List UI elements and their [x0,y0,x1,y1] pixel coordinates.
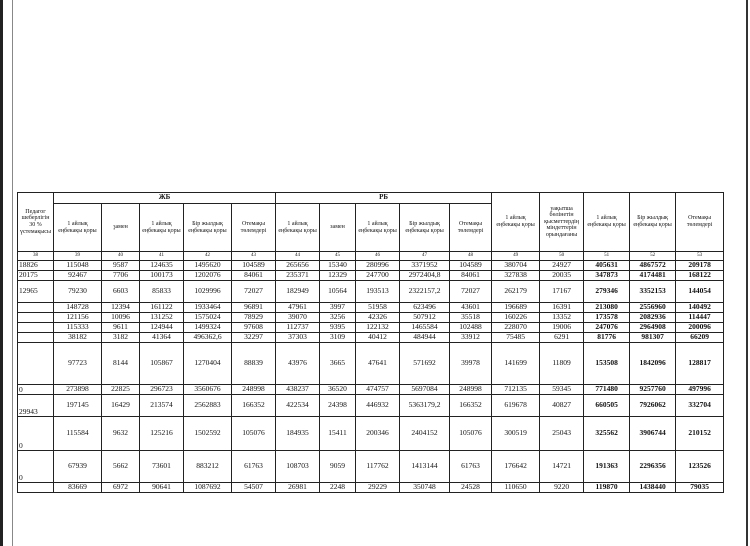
table-cell: 213080 [584,303,630,313]
table-cell: 474757 [356,385,400,395]
table-cell: 41364 [140,333,184,343]
table-cell: 83669 [54,483,102,493]
table-cell: 79230 [54,281,102,303]
table-cell: 124635 [140,261,184,271]
table-cell: 115048 [54,261,102,271]
table-row [18,333,724,343]
header-jb-0: 1 айлық еңбекақы қоры [54,204,102,252]
table-cell: 92467 [54,271,102,281]
column-number-row [18,252,724,261]
scan-edge-inner [12,0,13,546]
colnum: 43 [232,252,276,261]
table-cell: 115584 [54,417,102,451]
table-cell: 5697084 [400,385,450,395]
table-cell: 88839 [232,343,276,385]
table-cell: 17167 [540,281,584,303]
row-cell-teacher-bonus [18,333,54,343]
colnum: 46 [356,252,400,261]
table-cell: 484944 [400,333,450,343]
table-cell: 1499324 [184,323,232,333]
table-cell: 273898 [54,385,102,395]
table-cell: 248998 [232,385,276,395]
header-rb-3: Бір жылдық еңбекақы қоры [400,204,450,252]
table-cell: 13352 [540,313,584,323]
colnum: 45 [320,252,356,261]
table-row [18,417,724,451]
table-cell: 173578 [584,313,630,323]
table-row [18,385,724,395]
header-extra-4: Отемақы төлемдері [676,193,724,252]
table-cell: 5363179,2 [400,395,450,417]
table-cell: 9059 [320,451,356,483]
colnum: 40 [102,252,140,261]
table-cell: 197145 [54,395,102,417]
table-cell: 4867572 [630,261,676,271]
table-cell: 2082936 [630,313,676,323]
table-cell: 39978 [450,343,492,385]
table-row [18,303,724,313]
table-cell: 262179 [492,281,540,303]
table-cell: 47961 [276,303,320,313]
table-cell: 10564 [320,281,356,303]
table-cell: 24398 [320,395,356,417]
table-row [18,261,724,271]
table-cell: 422534 [276,395,320,417]
table-cell: 496362,6 [184,333,232,343]
table-cell: 61763 [450,451,492,483]
table-row [18,395,724,417]
table-cell: 1270404 [184,343,232,385]
header-jb-2: 1 айлық еңбекақы қоры [140,204,184,252]
header-jb-3: Бір жылдық еңбекақы қоры [184,204,232,252]
table-cell: 2248 [320,483,356,493]
table-cell: 571692 [400,343,450,385]
table-cell: 9220 [540,483,584,493]
table-cell: 42326 [356,313,400,323]
table-row [18,343,724,385]
table-cell: 300519 [492,417,540,451]
table-cell: 193513 [356,281,400,303]
table-cell: 8144 [102,343,140,385]
table-cell: 112737 [276,323,320,333]
table-cell: 25043 [540,417,584,451]
header-jb-1: ҙамен [102,204,140,252]
table-cell: 59345 [540,385,584,395]
table-cell: 9257760 [630,385,676,395]
table-cell: 40827 [540,395,584,417]
row-cell-teacher-bonus: 12965 [18,281,54,303]
table-cell: 209178 [676,261,724,271]
table-cell: 67939 [54,451,102,483]
table-cell: 1202076 [184,271,232,281]
colnum: 51 [584,252,630,261]
row-cell-teacher-bonus [18,303,54,313]
table-cell: 36520 [320,385,356,395]
table-cell: 235371 [276,271,320,281]
table-row [18,313,724,323]
table-body [18,261,724,493]
header-rb-0: 1 айлық еңбекақы қоры [276,204,320,252]
table-cell: 153508 [584,343,630,385]
table-cell: 20035 [540,271,584,281]
table-cell: 105867 [140,343,184,385]
table-cell: 332704 [676,395,724,417]
table-cell: 100173 [140,271,184,281]
colnum: 53 [676,252,724,261]
table-cell: 51958 [356,303,400,313]
table-cell: 176642 [492,451,540,483]
table-cell: 213574 [140,395,184,417]
table-cell: 347873 [584,271,630,281]
table-cell: 96891 [232,303,276,313]
table-cell: 182949 [276,281,320,303]
table-cell: 7926062 [630,395,676,417]
table-cell: 43976 [276,343,320,385]
table-cell: 15340 [320,261,356,271]
table-cell: 247700 [356,271,400,281]
table-cell: 2296356 [630,451,676,483]
table-cell: 108703 [276,451,320,483]
table-cell: 124944 [140,323,184,333]
table-cell: 5662 [102,451,140,483]
table-cell: 3182 [102,333,140,343]
table-cell: 1933464 [184,303,232,313]
table-cell: 19006 [540,323,584,333]
colnum: 42 [184,252,232,261]
table-cell: 72027 [232,281,276,303]
table-cell: 4174481 [630,271,676,281]
scan-edge-left [0,0,3,546]
table-cell: 161122 [140,303,184,313]
table-cell: 37303 [276,333,320,343]
table-cell: 883212 [184,451,232,483]
table-cell: 1495620 [184,261,232,271]
table-cell: 3371952 [400,261,450,271]
table-cell: 3665 [320,343,356,385]
colnum: 47 [400,252,450,261]
table-cell: 228070 [492,323,540,333]
table-cell: 105076 [450,417,492,451]
table-cell: 84061 [450,271,492,281]
table-cell: 54507 [232,483,276,493]
table-cell: 131252 [140,313,184,323]
table-cell: 75485 [492,333,540,343]
table-cell: 32297 [232,333,276,343]
table-cell: 104589 [450,261,492,271]
colnum: 41 [140,252,184,261]
table-cell: 26981 [276,483,320,493]
table-cell: 2556960 [630,303,676,313]
header-extra-3: Бір жылдық еңбекақы қоры [630,193,676,252]
table-cell: 105076 [232,417,276,451]
table-cell: 1087692 [184,483,232,493]
table-cell: 497996 [676,385,724,395]
table-cell: 115333 [54,323,102,333]
table-cell: 279346 [584,281,630,303]
table-cell: 33912 [450,333,492,343]
table-cell: 29229 [356,483,400,493]
table-row [18,483,724,493]
table-cell: 9611 [102,323,140,333]
table-cell: 10096 [102,313,140,323]
table-cell: 43601 [450,303,492,313]
table-cell: 2404152 [400,417,450,451]
table-cell: 121156 [54,313,102,323]
row-cell-teacher-bonus [18,343,54,385]
row-cell-teacher-bonus: 0 [18,417,54,451]
header-col0: Педагог шеберлігін 30 % үстемақысы [18,193,54,252]
header-extra-2: 1 айлық еңбекақы қоры [584,193,630,252]
table-cell: 184935 [276,417,320,451]
table-cell: 1842096 [630,343,676,385]
table-cell: 81776 [584,333,630,343]
table-cell: 265656 [276,261,320,271]
colnum: 50 [540,252,584,261]
table-cell: 210152 [676,417,724,451]
table-cell: 507912 [400,313,450,323]
table-cell: 350748 [400,483,450,493]
row-cell-teacher-bonus: 29943 [18,395,54,417]
table-cell: 446932 [356,395,400,417]
table-cell: 78929 [232,313,276,323]
table-cell: 9632 [102,417,140,451]
table-cell: 619678 [492,395,540,417]
table-cell: 3906744 [630,417,676,451]
table-cell: 102488 [450,323,492,333]
table-cell: 1029996 [184,281,232,303]
table-cell: 168122 [676,271,724,281]
table-cell: 1465584 [400,323,450,333]
table-cell: 2972404,8 [400,271,450,281]
table-cell: 24528 [450,483,492,493]
table-cell: 6603 [102,281,140,303]
table-cell: 712135 [492,385,540,395]
table-cell: 405631 [584,261,630,271]
table-row [18,451,724,483]
table-cell: 14721 [540,451,584,483]
row-cell-teacher-bonus: 20175 [18,271,54,281]
colnum: 39 [54,252,102,261]
table-cell: 166352 [232,395,276,417]
table-cell: 6972 [102,483,140,493]
table-cell: 104589 [232,261,276,271]
table-cell: 114447 [676,313,724,323]
header-rb-2: 1 айлық еңбекақы қоры [356,204,400,252]
table-cell: 1575024 [184,313,232,323]
table-cell: 9395 [320,323,356,333]
table-cell: 981307 [630,333,676,343]
table-row [18,281,724,303]
table-cell: 39070 [276,313,320,323]
colnum: 48 [450,252,492,261]
table-cell: 7706 [102,271,140,281]
colnum: 52 [630,252,676,261]
table-cell: 2964908 [630,323,676,333]
table-cell: 3109 [320,333,356,343]
table-cell: 660505 [584,395,630,417]
table-cell: 1502592 [184,417,232,451]
table-cell: 623496 [400,303,450,313]
table-cell: 66209 [676,333,724,343]
row-cell-teacher-bonus [18,323,54,333]
table-cell: 97723 [54,343,102,385]
colnum: 49 [492,252,540,261]
table-cell: 24927 [540,261,584,271]
table-cell: 1413144 [400,451,450,483]
table-cell: 40412 [356,333,400,343]
table-cell: 38182 [54,333,102,343]
table-cell: 3352153 [630,281,676,303]
header-rb-4: Отемақы төлемдері [450,204,492,252]
table-cell: 438237 [276,385,320,395]
scan-edge-right [746,0,748,546]
group-jb: ЖБ [54,193,276,204]
table-cell: 22825 [102,385,140,395]
table-cell: 2322157,2 [400,281,450,303]
table-cell: 117762 [356,451,400,483]
row-cell-teacher-bonus: 0 [18,451,54,483]
header-rb-1: замен [320,204,356,252]
table-cell: 196689 [492,303,540,313]
table-cell: 47641 [356,343,400,385]
table-cell: 160226 [492,313,540,323]
table-cell: 61763 [232,451,276,483]
table-cell: 380704 [492,261,540,271]
header-extra-1: уақытша бөлінетін қысметтердің міндеттерін орындағаны [540,193,584,252]
table-cell: 35518 [450,313,492,323]
table-cell: 144054 [676,281,724,303]
table-cell: 2562883 [184,395,232,417]
table-cell: 128817 [676,343,724,385]
table-cell: 327838 [492,271,540,281]
table-cell: 166352 [450,395,492,417]
table-cell: 140492 [676,303,724,313]
group-rb: РБ [276,193,492,204]
header-jb-4: Отемақы төлемдері [232,204,276,252]
table-cell: 6291 [540,333,584,343]
row-cell-teacher-bonus: 18826 [18,261,54,271]
table-cell: 3560676 [184,385,232,395]
table-cell: 72027 [450,281,492,303]
table-cell: 125216 [140,417,184,451]
header-extra-0: 1 айлық еңбекақы қоры [492,193,540,252]
table-cell: 12329 [320,271,356,281]
table-cell: 73601 [140,451,184,483]
table-row [18,323,724,333]
table-cell: 141699 [492,343,540,385]
table-cell: 248998 [450,385,492,395]
colnum: 38 [18,252,54,261]
table-cell: 325562 [584,417,630,451]
table-row [18,271,724,281]
table-cell: 247076 [584,323,630,333]
table-cell: 1438440 [630,483,676,493]
table-cell: 200096 [676,323,724,333]
budget-table [17,192,724,493]
table-cell: 12394 [102,303,140,313]
table-cell: 3256 [320,313,356,323]
table-cell: 97608 [232,323,276,333]
table-cell: 110650 [492,483,540,493]
table-cell: 85833 [140,281,184,303]
table-cell: 84061 [232,271,276,281]
table-cell: 148728 [54,303,102,313]
table-cell: 16429 [102,395,140,417]
table-cell: 280996 [356,261,400,271]
table-cell: 79035 [676,483,724,493]
table-cell: 16391 [540,303,584,313]
row-cell-teacher-bonus: 0 [18,385,54,395]
table-cell: 90641 [140,483,184,493]
table-cell: 11809 [540,343,584,385]
row-cell-teacher-bonus [18,483,54,493]
table-cell: 3997 [320,303,356,313]
table-cell: 191363 [584,451,630,483]
table-cell: 200346 [356,417,400,451]
colnum: 44 [276,252,320,261]
table-cell: 296723 [140,385,184,395]
table-cell: 9587 [102,261,140,271]
table-cell: 122132 [356,323,400,333]
table-cell: 123526 [676,451,724,483]
row-cell-teacher-bonus [18,313,54,323]
table-cell: 15411 [320,417,356,451]
table-cell: 119870 [584,483,630,493]
table-cell: 771480 [584,385,630,395]
